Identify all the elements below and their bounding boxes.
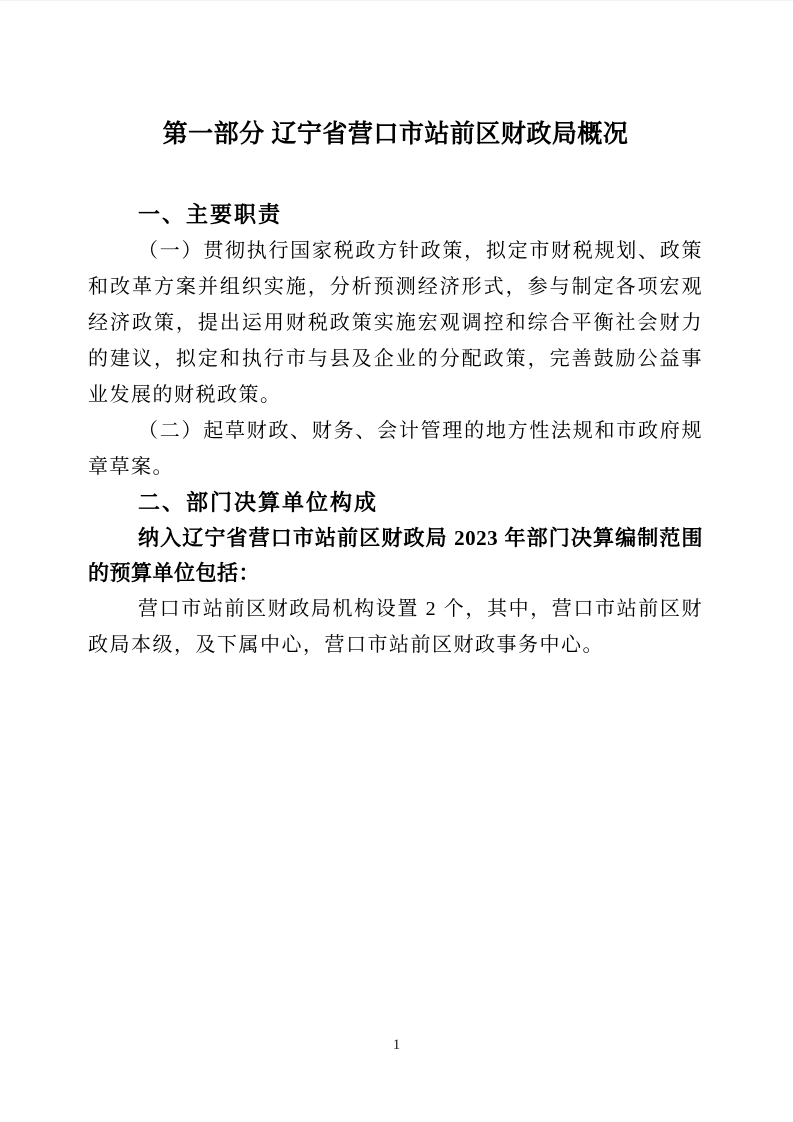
page-title: 第一部分 辽宁省营口市站前区财政局概况 (162, 121, 629, 148)
duties-paragraph-1: （一）贯彻执行国家税政方针政策，拟定市财税规划、政策和改革方案并组织实施，分析预测经济形式，参与制定各项宏观经济政策，提出运用财税政策实施宏观调控和综合平衡社会财力的建议，拟定和执行市与县及企业的分配政策，完善鼓励公益事业发展的财税政策。 (88, 240, 703, 406)
budget-units-lead-paragraph: 纳入辽宁省营口市站前区财政局 2023 年部门决算编制范围的预算单位包括： (88, 526, 703, 585)
page-number: 1 (392, 1037, 401, 1053)
section-heading-main-duties: 一、主要职责 (138, 202, 283, 227)
duties-paragraph-2: （二）起草财政、财务、会计管理的地方性法规和市政府规章草案。 (88, 420, 703, 478)
unit-composition-paragraph: 营口市站前区财政局机构设置 2 个，其中，营口市站前区财政局本级，及下属中心，营口市站前区财政事务中心。 (88, 598, 703, 656)
section-heading-unit-composition: 二、部门决算单位构成 (138, 490, 379, 515)
